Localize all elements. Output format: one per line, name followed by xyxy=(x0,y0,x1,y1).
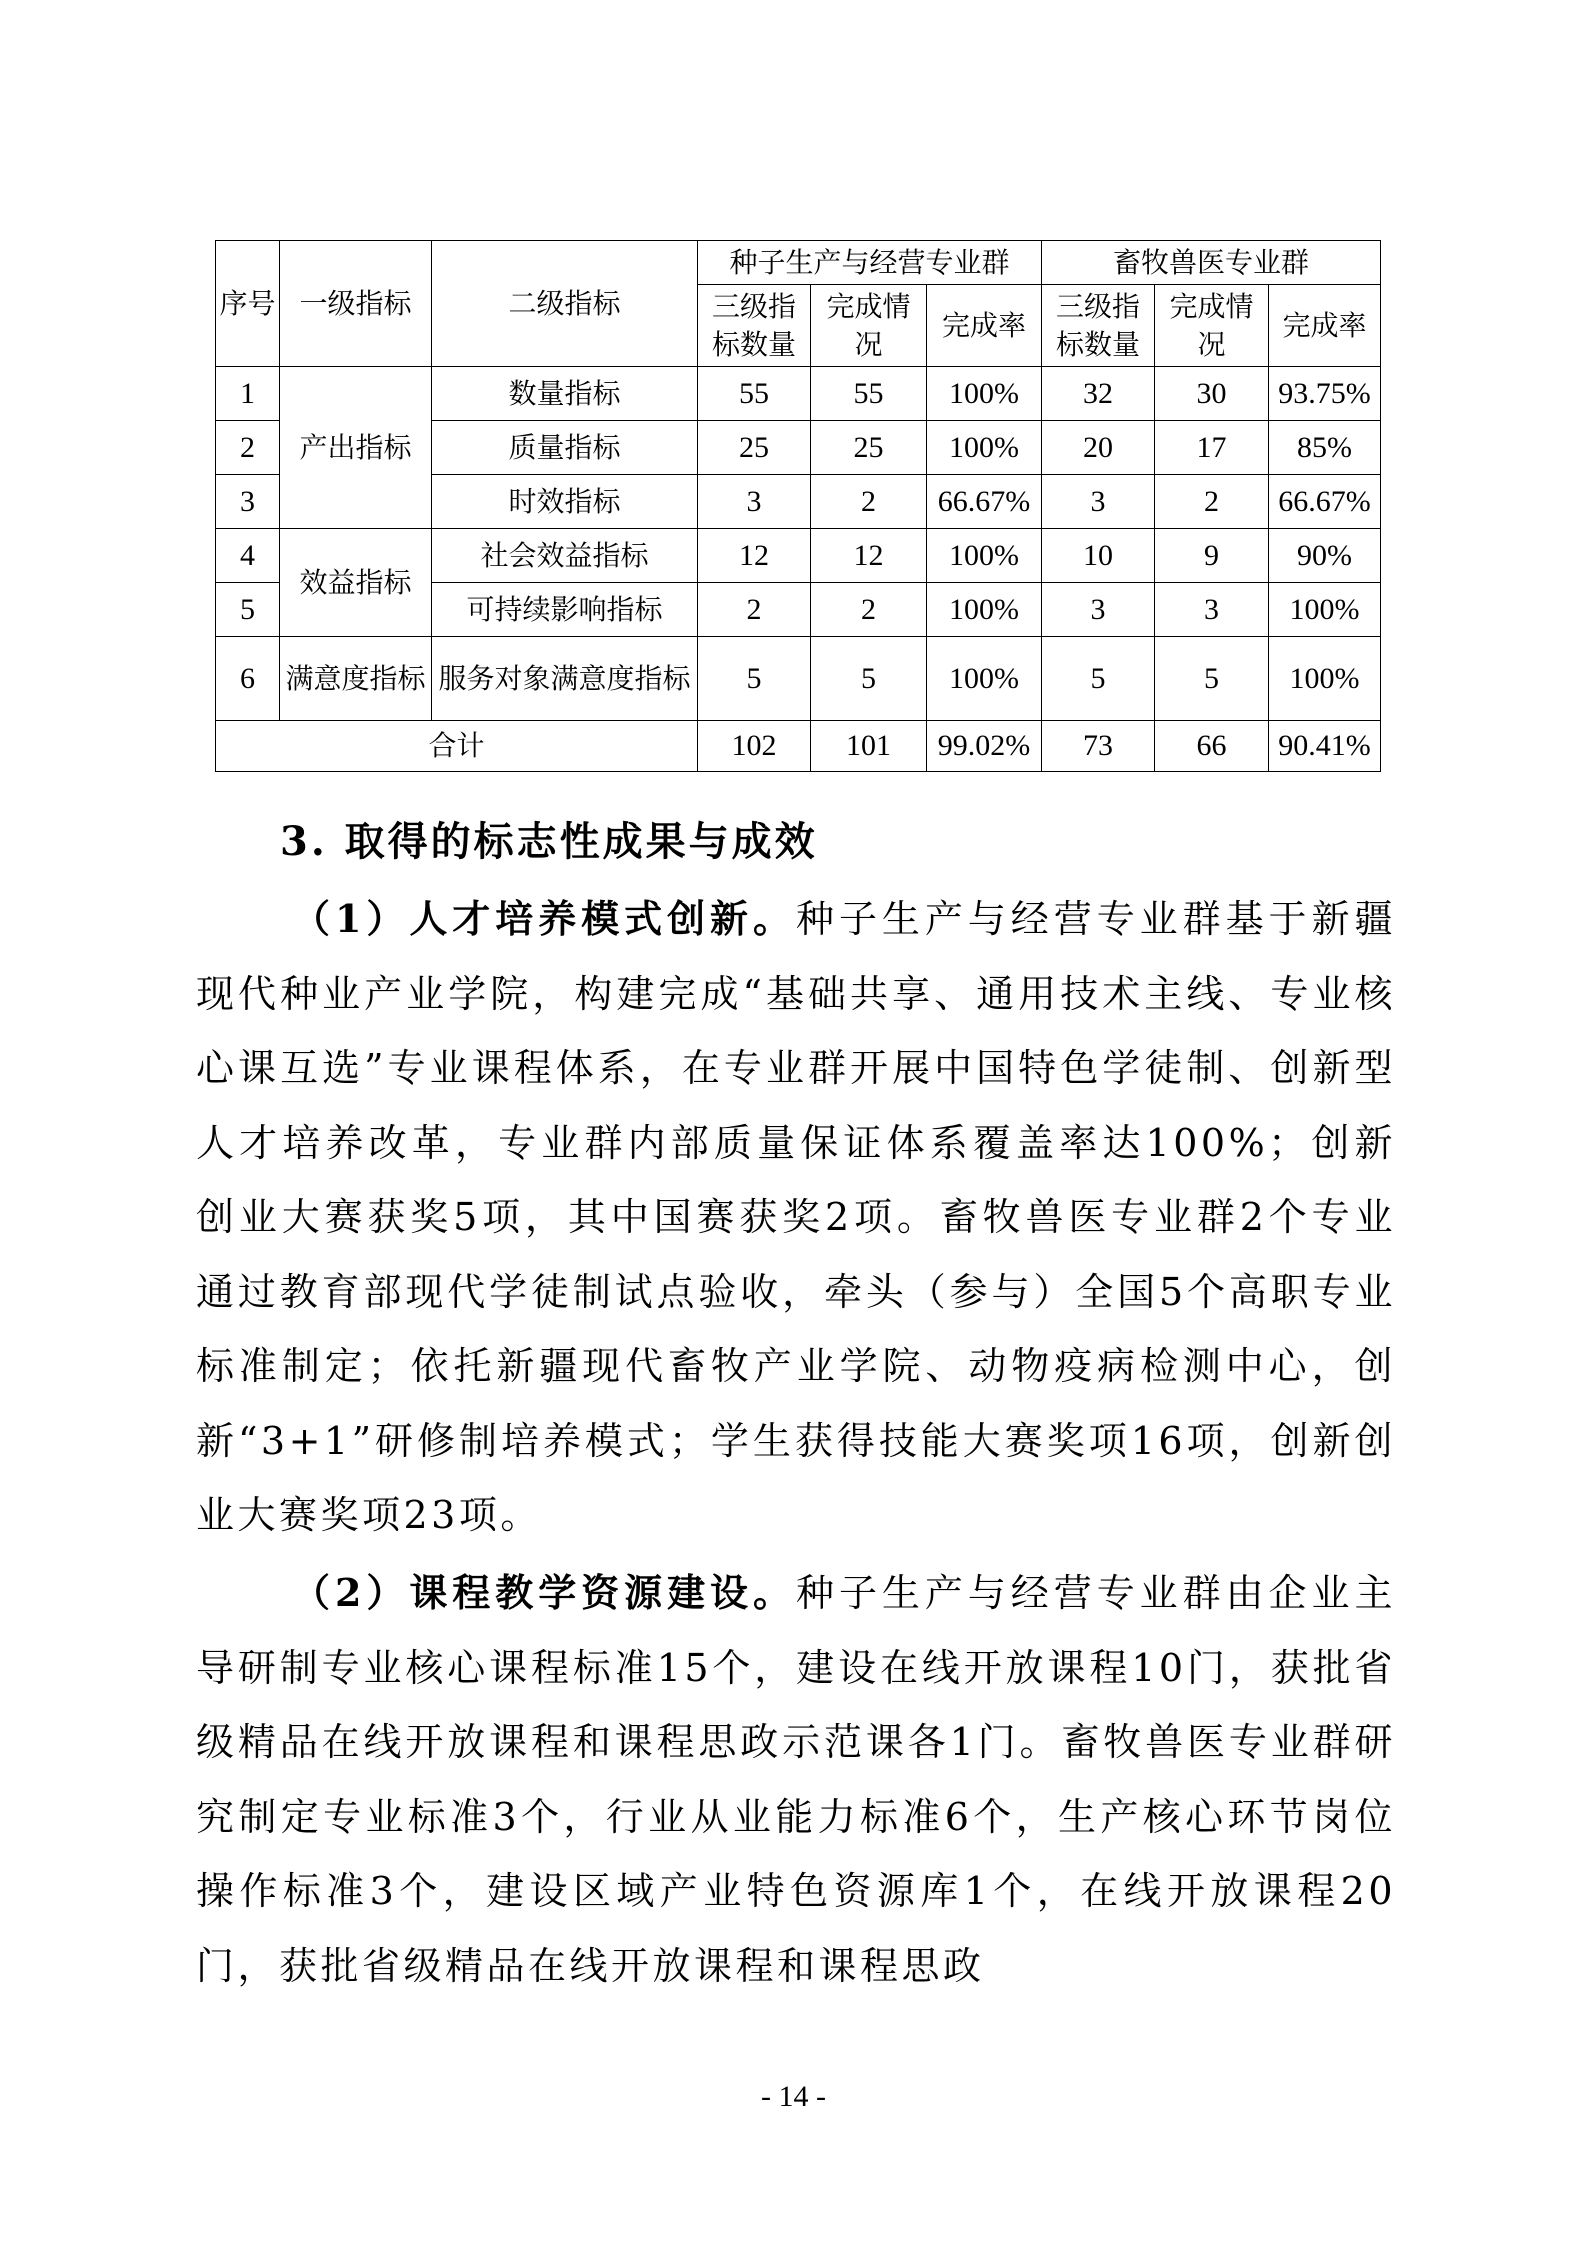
cell-value: 2 xyxy=(811,475,927,529)
cell-value: 12 xyxy=(698,529,811,583)
total-value: 101 xyxy=(811,721,927,772)
cell-value: 2 xyxy=(698,583,811,637)
group-output: 产出指标 xyxy=(280,367,432,529)
cell-seq: 3 xyxy=(216,475,280,529)
cell-value: 2 xyxy=(1155,475,1269,529)
cell-value: 20 xyxy=(1042,421,1155,475)
subheader-done: 完成情况 xyxy=(1155,285,1269,367)
cell-value: 25 xyxy=(698,421,811,475)
cell-indicator: 时效指标 xyxy=(432,475,698,529)
paragraph-talent-training xyxy=(196,882,1396,1553)
cell-value: 32 xyxy=(1042,367,1155,421)
cell-indicator: 服务对象满意度指标 xyxy=(432,637,698,721)
cell-value: 100% xyxy=(927,583,1042,637)
cell-value: 93.75% xyxy=(1269,367,1381,421)
cell-value: 30 xyxy=(1155,367,1269,421)
table-total-row xyxy=(216,721,1381,772)
total-value: 90.41% xyxy=(1269,721,1381,772)
cell-value: 66.67% xyxy=(1269,475,1381,529)
cell-value: 66.67% xyxy=(927,475,1042,529)
cell-value: 90% xyxy=(1269,529,1381,583)
cell-value: 3 xyxy=(698,475,811,529)
total-label: 合计 xyxy=(216,721,698,772)
subheader-rate: 完成率 xyxy=(927,285,1042,367)
total-value: 73 xyxy=(1042,721,1155,772)
cell-seq: 4 xyxy=(216,529,280,583)
page-number: - 14 - xyxy=(761,2080,826,2113)
cell-value: 100% xyxy=(927,637,1042,721)
cell-value: 25 xyxy=(811,421,927,475)
cell-value: 100% xyxy=(927,367,1042,421)
paragraph-body: 种子生产与经营专业群基于新疆现代种业产业学院，构建完成“基础共享、通用技术主线、专业核心课互选”专业课程体系，在专业群开展中国特色学徒制、创新型人才培养改革，专业群内部质量保证体系覆盖率达100%；创新创业大赛获奖5项，其中国赛获奖2项。畜牧兽医专业群2个专业通过教育部现代学徒制试点验收，牵头（参与）全国5个高职专业标准制定；依托新疆现代畜牧产业学院、动物疫病检测中心，创新“3+1”研修制培养模式；学生获得技能大赛奖项16项，创新创业大赛奖项23项。 xyxy=(196,897,1396,1537)
table-header-row xyxy=(216,241,1381,285)
cell-value: 2 xyxy=(811,583,927,637)
cell-seq: 1 xyxy=(216,367,280,421)
cell-value: 55 xyxy=(811,367,927,421)
cell-indicator: 社会效益指标 xyxy=(432,529,698,583)
table-row xyxy=(216,367,1381,421)
cell-value: 5 xyxy=(698,637,811,721)
cell-value: 55 xyxy=(698,367,811,421)
paragraph-lead: （2）课程教学资源建设。 xyxy=(292,1570,796,1615)
section-heading: 3. 取得的标志性成果与成效 xyxy=(280,818,818,865)
cell-value: 10 xyxy=(1042,529,1155,583)
cell-value: 5 xyxy=(811,637,927,721)
total-value: 99.02% xyxy=(927,721,1042,772)
group-satisfaction: 满意度指标 xyxy=(280,637,432,721)
paragraph-course-resources xyxy=(196,1556,1396,2003)
cell-value: 9 xyxy=(1155,529,1269,583)
table-row xyxy=(216,529,1381,583)
cell-seq: 6 xyxy=(216,637,280,721)
cell-value: 3 xyxy=(1155,583,1269,637)
indicator-table xyxy=(215,240,1381,772)
header-group-seed: 种子生产与经营专业群 xyxy=(698,241,1042,285)
cell-indicator: 数量指标 xyxy=(432,367,698,421)
cell-value: 5 xyxy=(1042,637,1155,721)
header-seq: 序号 xyxy=(216,241,280,367)
group-benefit: 效益指标 xyxy=(280,529,432,637)
cell-seq: 2 xyxy=(216,421,280,475)
table-row xyxy=(216,637,1381,721)
cell-value: 100% xyxy=(927,529,1042,583)
paragraph-lead: （1）人才培养模式创新。 xyxy=(292,896,796,941)
cell-value: 85% xyxy=(1269,421,1381,475)
total-value: 102 xyxy=(698,721,811,772)
header-group-livestock: 畜牧兽医专业群 xyxy=(1042,241,1381,285)
cell-value: 17 xyxy=(1155,421,1269,475)
paragraph-body: 种子生产与经营专业群由企业主导研制专业核心课程标准15个，建设在线开放课程10门，获批省级精品在线开放课程和课程思政示范课各1门。畜牧兽医专业群研究制定专业标准3个，行业从业能力标准6个，生产核心环节岗位操作标准3个，建设区域产业特色资源库1个，在线开放课程20门，获批省级精品在线开放课程和课程思政 xyxy=(196,1571,1396,1988)
cell-indicator: 可持续影响指标 xyxy=(432,583,698,637)
cell-value: 100% xyxy=(1269,637,1381,721)
subheader-done: 完成情况 xyxy=(811,285,927,367)
header-level1: 一级指标 xyxy=(280,241,432,367)
cell-value: 5 xyxy=(1155,637,1269,721)
subheader-count: 三级指标数量 xyxy=(1042,285,1155,367)
cell-value: 100% xyxy=(927,421,1042,475)
total-value: 66 xyxy=(1155,721,1269,772)
subheader-rate: 完成率 xyxy=(1269,285,1381,367)
cell-seq: 5 xyxy=(216,583,280,637)
cell-value: 12 xyxy=(811,529,927,583)
cell-indicator: 质量指标 xyxy=(432,421,698,475)
cell-value: 3 xyxy=(1042,475,1155,529)
cell-value: 3 xyxy=(1042,583,1155,637)
header-level2: 二级指标 xyxy=(432,241,698,367)
subheader-count: 三级指标数量 xyxy=(698,285,811,367)
cell-value: 100% xyxy=(1269,583,1381,637)
